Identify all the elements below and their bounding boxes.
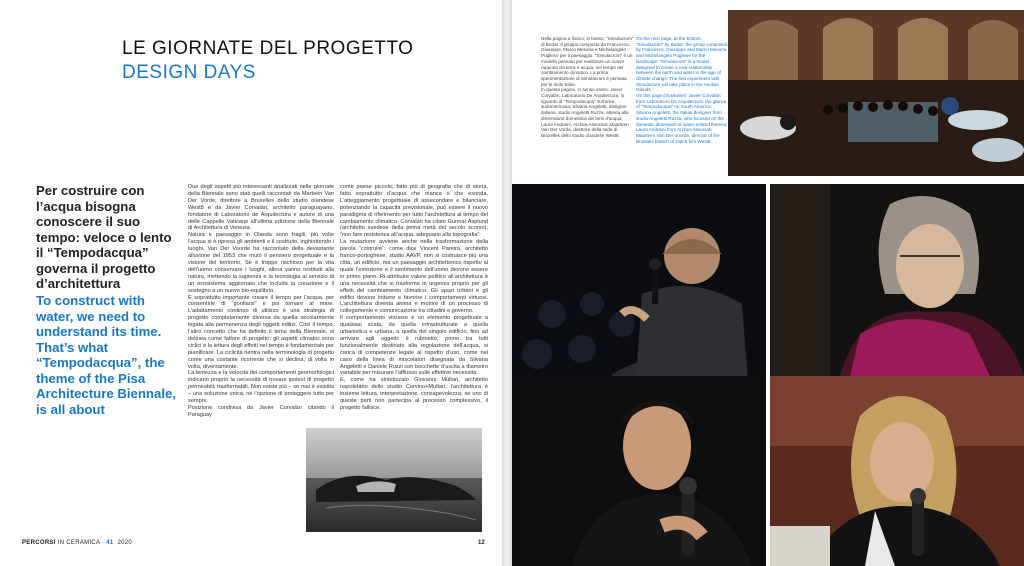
woman-microphone-photo [770,376,1024,566]
photo-caption-english: On the next page, at the bottom, “Simulacrum” by Bodar: the group composed by Francesco, Giuseppe and Marco Mesoria and Michelangelo Pugliese for the landscape. “Simulacrum” is a model designed to create a new relationship between the earth and water in the age of climate change. The first experiment with Simulacrum will take place in the Aeolian Islands. On this page (clockwise): Javier Corvalán from Laboratorio De Arquitectura: the glance of “Tempodacqua” on South America; Silvana Angeletti, the Italian designer from studio Angeletti Ruzza, who focused on the domestic dimension of water-related themes; Laura Andreini from Archea Associati; Maarteen Van Der Voorde, director of the Brussels branch of Dutch firm West8. [636,36,728,144]
magazine-name-suffix: IN CERAMICA [55,540,101,546]
conference-hall-photo [728,10,1024,176]
folio-separator: · [100,540,107,546]
article-title-italian: LE GIORNATE DEL PROGETTO [122,38,414,59]
issue-year: 2020 [117,540,133,546]
man-microphone-photo [512,376,766,566]
right-page [512,0,1024,566]
page-number: 12 [478,540,485,546]
woman-scarf-photo [770,184,1024,376]
body-column-2: come paese piccolo, fatto più di geografia che di storia, fatto soprattutto d’acqua che manca o che esonda. L’atteggiamento progettuale di assecondare e bilanciare, potenziando la capacità previsionale, può essere il nuovo paradigma di riferimento per tutto l’architettura al tempo del cambiamento climatico. Corvalán ha citato Gunnar Asplund (architetto svedese della prima metà del secolo scorso), “non fare resistenza all’acqua, adeguarsi alla topografia”. La mutazione avviene anche nella trasformazione della parola “costruire”: come dice Vincent Pareira, architetto franco-portoghese, studio AAVP, non si costruisce più una città, un edificio, ma un paesaggio architettonico rispetto al quale l’emozione e il sentimento dell’uomo devono essere in primo piano. Ri-attribuire valore politico all’architettura è una necessità che si trasforma in urgenza proprio per gli effetti del cambiamento climatico. Gli spazi urbani e gli edifici devono indurre e favorire i comportamenti virtuosi. L’architettura diventa anima e motore di un processo di collegamento e comunicazione tra cittadini e governo. Il comportamento virtuoso è un elemento progettuale a qualsiasi scala, da quella infrastrutturale a quella urbanistica e urbana, a quella del singolo edificio, fino ad arrivare agli oggetti: il rubinetto, primo tra tutti funzionalmente destinato alla regolazione dell’acqua, si carica di competenze legate al rispetto d’uso, come nel caso della linea di miscelatori disegnata da Silvana Angeletti e Daniele Ruzzi con bocchette d’uscita a diametro variabile per misurare l’afflusso sulle effettive necessità. E, come ha sintetizzato Giovanni Multari, architetto napoletano dello studio Corvino+Multari, l’architettura è insieme lettura, interpretazione, consapevolezza: se uno di queste parti non partecipa al processo complessivo, il progetto fallisce. [340,184,488,411]
lead-paragraph-italian: Per costruire con l’acqua bisogna conoscere il suo tempo: veloce o lento il “Tempodacqua” governa il progetto d’architettura [36,183,172,291]
photo-caption-italian: Nella pagina a fianco, in basso, “Simulacrum” di Bodar. Il gruppo composto da Francesco, Giuseppe, Marco Mesoria e Michelangelo Pugliese per il paesaggio. “Simulacrum” è un modello pensato per realizzare un nuovo rapporto tra terra e acqua, nel tempo del cambiamento climatico. La prima sperimentazione di Simulacrum è pensata per le isole Eolie. In questa pagina, in senso orario: Javier Corvalán, Laboratorio De Arquitectura; lo sguardo di “Tempodacqua” sull’area sudamericana; Silvana Angeletti, designer italiana, studio Angeletti Ruzza, attenta alla dimensione domestica dei temi d’acqua; Laura Andreini, Archea Associati; Maarteen Van Der Vorde, direttore della sede di Bruxelles dello studio olandese West8. [541,36,634,138]
lead-paragraph-english: To construct with water, we need to understand its time. That’s what “Tempodacqua”, the theme of the Pisa Architecture Biennale, is all about [36,293,176,417]
left-page [0,0,502,566]
folio-left [22,540,132,546]
article-title-english: DESIGN DAYS [122,62,256,83]
island-landscape-photo [306,428,482,532]
book-gutter [502,0,512,566]
body-column-1: Due degli aspetti più interessanti analizzati nelle giornate della Biennale sono stati quelli raccontati da Marteen Van Der Vorde, direttore a Bruxelles dello studio olandese West8 e da Javier Corvalán, architetto paraguayano, fondatore di Laboratorio de Arquitectura e autore di una delle Cappelle Vaticane all’ultima edizione della Biennale di Architettura di Venezia. Natura e paesaggio in Olanda sono fragili, più volte l’acqua si è ripresa gli ambienti e il costruito, inghiottendo i luoghi. Van Der Voorde ha raccontato della devastante alluvione del 1953 che mutò il pensiero progettuale e la visione del territorio. Se è troppo rischioso per la vita dell’uomo conservare i luoghi, allora vanno restituiti alla natura, mettendo la sapienza e la tecnologia al servizio di un ecosistema aggiornato che includa la creazione e il sostegno a un nuovo bio-equilibrio. È soprattutto importante creare il tempo per l’acqua, per consentirle di “gonfiarsi” e poi tornare al mare. L’adattamento continuo di utilizzo è una strategia di progetto completamente diversa da quella secolarmente legata alla permanenza degli oggetti edilizi. Così il tempo, l’altro concetto che ha definito il tema della Biennale, si delinea come fattore di progetto; gli aspetti climatici sono ciclici e la lettura degli effetti nel tempo è fondamentale per pianificare. La ciclicità rientra nella terminologia di progetto come una costante ricorrente che si declina, di volta in volta, diversamente. La lentezza e la velocità dei comportamenti geomorfologici indicano proprio la necessità di trovare ipotesi di progetto permeabili, trasformabili. Non esiste più – se mai è esistita – una soluzione unica, né l’opzione di proteggere tutto per sempre. Posizione condivisa da Javier Corvalán citando il Paraguay [188,184,334,418]
magazine-name: PERCORSI [22,540,56,546]
issue-number: 41 [106,540,114,546]
